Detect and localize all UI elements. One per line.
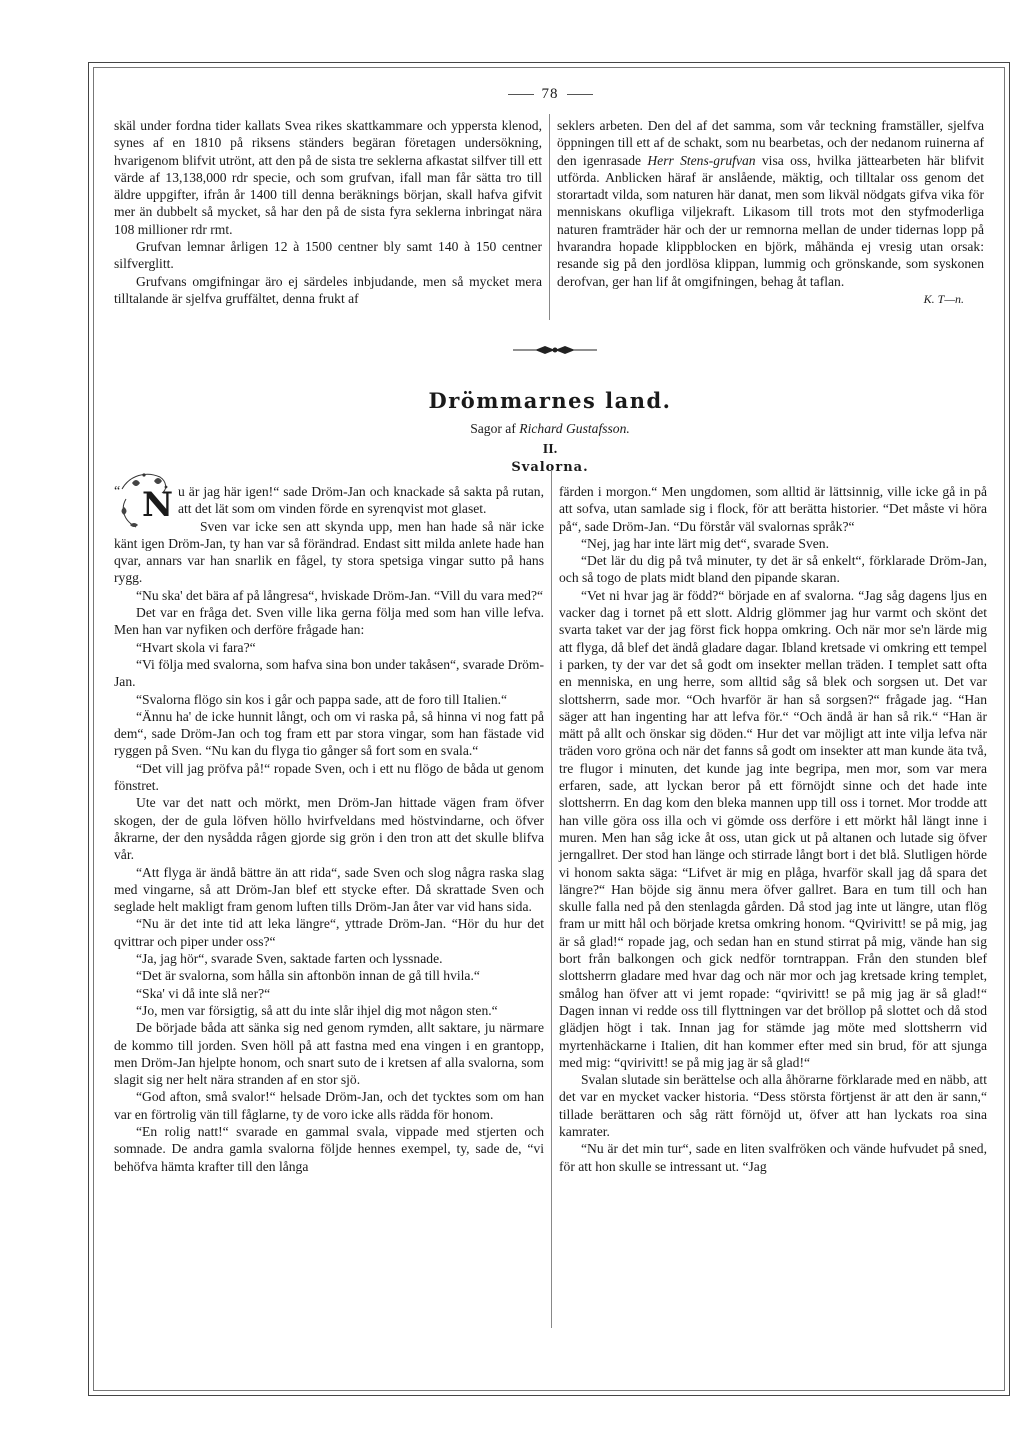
story-paragraph: “Hvart skola vi fara?“ [136, 639, 256, 655]
story-byline: Sagor af Richard Gustafsson. [470, 421, 630, 436]
article1-paragraph: Grufvans omgifningar äro ej särdeles inbjudande, men så mycket mera tilltalande är sjelfva gruffältet, denna frukt af [114, 273, 542, 306]
story-paragraph: “Det lär du dig på två minuter, ty det är så enkelt“, förklarade Dröm-Jan, och så togo de plats midt bland den pipande skaran. [559, 553, 987, 586]
story-paragraph: “Nu är det min tur“, sade en liten svalfröken och vände hufvudet på sned, för att hon skulle se intressant ut. “Jag [559, 1141, 987, 1174]
story-paragraph: “Ja, jag hör“, svarade Sven, saktade farten och lyssnade. [136, 951, 443, 967]
story-left-column [114, 483, 544, 1175]
story-paragraph: “Ska' vi då inte slå ner?“ [136, 985, 271, 1001]
story-right-column [559, 483, 987, 1175]
story-paragraph: färden i morgon.“ Men ungdomen, som alltid är lättsinnig, ville icke gå in på att sofva, utan samlade sig i flock, för att berätta historier. “Det måste vi höra på“, sade Dröm-Jan. “Du förstår väl svalornas språk?“ [559, 484, 987, 534]
story-paragraph: “Vet ni hvar jag är född?“ började en af svalorna. “Jag såg dagens ljus en vacker dag i tornet på ett slott. Aldrig glömmer jag hur varmt och skönt det svarta taket var der jag först fick hoppa omkring. Och när mor se'n lärde mig att flyga, då blef det ändå gladare dagar. Ibland kretsade vi omkring ett tempel i parken, ty der var det så godt om insekter mellan träden. I templet satt ofta en menniska, en ung herre, som alltid såg så blek och sorgsen ut. Det var slottsherrn, sade mor. “Och hvarför är han så sorgsen?“ frågade jag. “Han säger att han ingenting har att lefva för.“ “Och ändå är han så rik.“ “Han är mätt på allt och önskar sig döden.“ Hur det var möjligt att inte vilja lefva när träden voro gröna och när det fanns så godt om insekter att man kunde äta två, tre flugor i minuten, det kunde jag inte begripa, men mor, som var mera erfaren, sade, att lyckan beror på ett förnöjdt sinne och det hade inte slottsherrn. En dag kom den bleka mannen upp till oss i tornet. Mor trodde att han ville göra oss illa och vi gömde oss derföre i ett mörkt hål längt inne i muren. Men han såg icke åt oss, utan gick ut på altanen och lutade sig öfver jerngallret. Der stod han länge och stirrade långt bort i det blå. Slutligen hörde vi honom sakta säga: “Lifvet är mig en plåga, hvarför skall jag då spara det längre?“ Han böjde sig ännu mera öfver gallret. Bara en tum till och han skulle falla ned på den stenlagda gården. Då stod jag inte ut längre, utan flög fram ur mitt hål och började kretsa omkring honom. “Qvirivitt! se på mig, jag är så glad!“ ropade jag, och sedan han en stund stirrat på mig, vände han sig bort från balkongen och gick nedför torntrappan. Från den stunden blef slottsherrn gladare med hvar dag och när mor och jag kretsade kring templet, smålog han öfver att vi jemt ropade: “qvirivitt! se på mig jag är så glad!“ Dagen innan vi redde oss till flyttningen var det bröllop på slottet och då stod glädjen högt i tak. Innan jag for stämde jag möte med slottsherrn vid myrtenhäckarne i Italien, dit han kommer efter med sin brud, för att sjunga med mig: “qvirivitt! se på mig jag är så glad!“ [559, 587, 987, 1070]
story-paragraph: “Att flyga är ändå bättre än att rida“, sade Sven och slog några raska slag med vingarne, så att Dröm-Jan blef ett stycke efter. Då skrattade Sven och seglade helt makligt fram genom luften tills Dröm-Jan åter var vid hans sida. [114, 864, 544, 915]
story-paragraph: “Nej, jag har inte lärt mig det“, svarade Sven. [581, 535, 829, 551]
story-paragraph: “En rolig natt!“ svarade en gammal svala, vippade med stjerten och somnade. De andra gamla svalorna följde hennes exempel, ty, sade de, “vi behöfva hämta krafter till den långa [114, 1123, 544, 1174]
story-paragraph: Det var en fråga det. Sven ville lika gerna följa med som han ville lefva. Men han var nyfiken och derföre frågade han: [114, 605, 544, 638]
article1-right-column [557, 117, 984, 308]
dropcap-letter: N [142, 485, 174, 525]
story-paragraph: Ute var det natt och mörkt, men Dröm-Jan hittade vägen fram öfver skogen, der de gula löfven höllo hvirfveldans med höstvindarne, och öfver åkrarne, der den nysådda rågen gjorde sig grön i den tron att det skulle blifva vår. [114, 795, 544, 863]
story-paragraph: De började båda att sänka sig ned genom rymden, allt saktare, ju närmare de kommo till jorden. Sven höll på att fastna med ena vingen i en grantopp, men Dröm-Jan hjelpte honom, och snart suto de i kretsen af alla svalorna, som slagit sig ner helt nära stranden af en stor sjö. [114, 1020, 544, 1088]
mine-name: Herr Stens-grufvan [647, 152, 756, 168]
article1-paragraph: Grufvan lemnar årligen 12 à 1500 centner bly samt 140 à 150 centner silfverglitt. [114, 239, 542, 272]
column-divider [549, 114, 550, 320]
article1-paragraph: skäl under fordna tider kallats Svea rikes skattkammare och yppersta klenod, synes af en 1810 på riksens ständers begäran företagen undersökning, hvarigenom blifvit utrönt, att den på de sista tre seklerna afkastat silfver till ett värde af 13,138,000 rdr specie, och som grufvan, ifall man får sätta tro till äldre uppgifter, ifrån år 1400 till denna beräknings början, skall hafva gifvit mer än dubbelt så mycket, så har den på de sista fyra seklerna inbringat nära 108 millioner rdr rmt. [114, 118, 542, 237]
author-signature: K. T—n. [923, 291, 964, 306]
opening-quote: “ [114, 484, 121, 499]
story-title: Drömmarnes land. [428, 388, 672, 413]
story-paragraph: “Ännu ha' de icke hunnit långt, och om vi raska på, så hinna vi nog fatt på dem“, sade Dröm-Jan och tog fram ett par stora vingar, som han fästade vid ryggen på Sven. “Nu kan du flyga tio gånger så fort som en svala.“ [114, 708, 544, 759]
story-paragraph: “Vi följa med svalorna, som hafva sina bon under takåsen“, svarade Dröm-Jan. [114, 656, 544, 690]
story-paragraph: Svalan slutade sin berättelse och alla åhörarne förklarade med en näbb, att det var en mycket vacker historia. “Dess största förtjenst är att den är sann,“ tillade berättaren och såg rätt förnöjd ut, öfver att han lyckats roa sina kamrater. [559, 1072, 987, 1139]
story-paragraph: u är jag här igen!“ sade Dröm-Jan och knackade så sakta på rutan, att det lät som om vinden förde en syrenqvist mot glaset. [178, 484, 544, 517]
article1-left-column [114, 117, 542, 307]
story-paragraph: “Det vill jag pröfva på!“ ropade Sven, och i ett nu flögo de båda ut genom fönstret. [114, 760, 544, 794]
story-paragraph: “Svalorna flögo sin kos i går och pappa sade, att de foro till Italien.“ [136, 691, 508, 707]
story-paragraph: “Nu är det inte tid att leka längre“, yttrade Dröm-Jan. “Hör du hur det qvittrar och piper under oss?“ [114, 916, 544, 949]
story-paragraph: “Nu ska' det bära af på långresa“, hviskade Dröm-Jan. “Vill du vara med?“ [136, 587, 544, 603]
dropcap [112, 481, 172, 531]
chapter-number: II. [542, 442, 558, 457]
chapter-title: Svalorna. [511, 460, 589, 475]
article1-paragraph: seklers arbeten. Den del af det samma, som vår teckning framställer, sjelfva öppningen till ett af de schakt, som nu bearbetas, och der nedanom ruinerna af den igenrasade Herr Stens-grufvan visa oss, hvilka jättearbeten här blifvit utförda. Anblicken häraf är anslående, mäktig, och tilltalar oss genom det storartadt vilda, som naturen här danat, men som likväl nödgats gifva vika för menniskans okufliga viljekraft. Likasom till trots mot den styfmoderliga naturen framträder här och der ur remnorna mellan de under tidernas lopp på hvarandra hopade klippblocken en björk, måhända ej vresig utan orsak: resande sig på den jordlösa klippan, lummig och grönskande, som syskonen derofvan, ger han lif åt omgifningen, behag åt taflan. [557, 118, 985, 289]
story-paragraph: “God afton, små svalor!“ helsade Dröm-Jan, och det tycktes som om han var en förtrolig vän till fåglarne, ty de voro icke alls rädda för honom. [114, 1089, 544, 1122]
story-paragraph: “Jo, men var försigtig, så att du inte slår ihjel dig mot någon sten.“ [136, 1002, 498, 1018]
column-divider [551, 470, 552, 1328]
story-paragraph: “Det är svalorna, som hålla sin aftonbön innan de gå till hvila.“ [136, 968, 480, 984]
ornament-divider-icon [505, 342, 605, 358]
page-number: 78 [480, 86, 620, 103]
story-paragraph: Sven var icke sen att skynda upp, men han hade så när icke känt igen Dröm-Jan, ty han var så förändrad. Endast sitt milda anlete hade han qvar, annars var han snarlik en fågel, ty stora spetsiga vingar sutto på hans rygg. [114, 518, 544, 586]
